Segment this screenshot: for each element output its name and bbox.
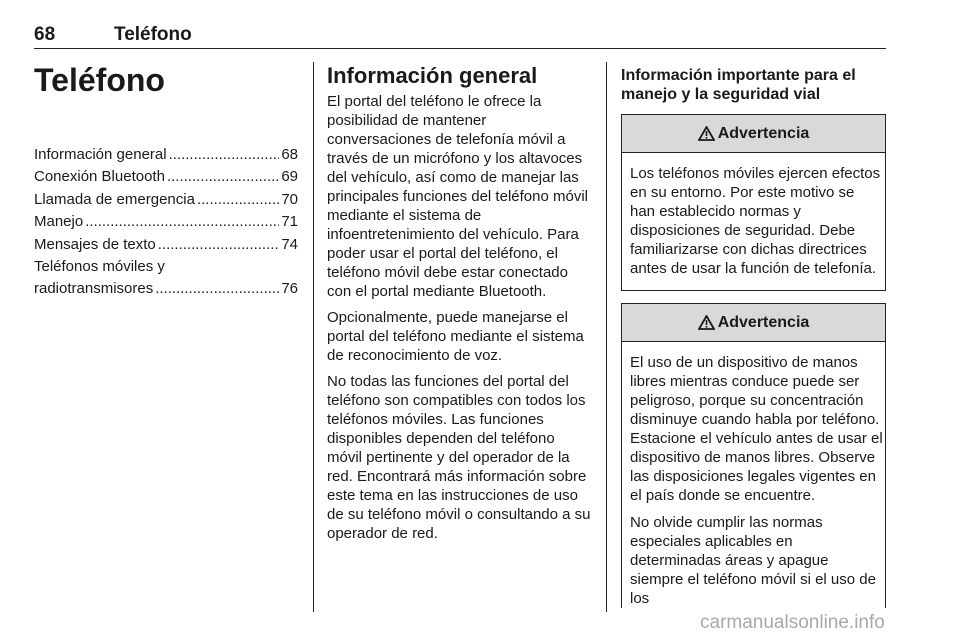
middle-column	[327, 62, 593, 550]
warning-box	[621, 303, 886, 608]
toc-leader	[167, 166, 279, 188]
right-column	[621, 62, 886, 620]
page-number: 68	[34, 24, 56, 45]
paragraph: No todas las funciones del portal del teléfono son compatibles con todos los teléfonos móviles. Las funciones disponibles dependen del teléfono móvil pertinente y del operador de la red. Encontrará más información sobre este tema en las instrucciones de uso de su teléfono móvil o consultando a su operador de red.	[327, 373, 591, 542]
warning-icon	[698, 126, 715, 141]
table-of-contents	[34, 144, 298, 301]
toc-leader	[85, 211, 279, 233]
toc-item[interactable]: Manejo ..... 71	[34, 211, 298, 233]
left-column	[34, 62, 298, 301]
toc-leader	[155, 278, 279, 300]
chapter-title: Teléfono	[34, 62, 165, 98]
paragraph: Opcionalmente, puede manejarse el portal del teléfono mediante el sistema de reconocimiento de voz.	[327, 309, 584, 364]
warning-text: Los teléfonos móviles ejercen efectos en su entorno. Por este motivo se han establecido normas y disposiciones de seguridad. Debe familiarizarse con dichas directrices antes de usar la función de telefonía.	[630, 165, 881, 277]
warning-box	[621, 114, 886, 291]
warning-header	[622, 304, 885, 342]
toc-item[interactable]: Mensajes de texto ..... 74	[34, 234, 298, 256]
toc-item[interactable]: Teléfonos móviles y radiotransmisores ..... 76	[34, 256, 298, 301]
watermark[interactable]: carmanualsonline.info	[700, 612, 885, 633]
warning-text: No olvide cumplir las normas especiales aplicables en determinadas áreas y apague siempre el teléfono móvil si el uso de los	[630, 514, 876, 607]
paragraph: El portal del teléfono le ofrece la posibilidad de mantener conversaciones de telefonía móvil a través de un micrófono y los altavoces del vehículo, así como de manejar las principales funciones del teléfono móvil mediante el sistema de infoentretenimiento del vehículo. Para poder usar el portal del teléfono, el teléfono móvil debe estar conectado con el portal mediante Bluetooth.	[327, 93, 588, 300]
subsection-heading: Información importante para el manejo y la seguridad vial	[621, 67, 856, 103]
toc-item[interactable]: Llamada de emergencia ..... 70	[34, 189, 298, 211]
toc-leader	[169, 144, 280, 166]
running-title: Teléfono	[114, 24, 192, 45]
section-heading: Información general	[327, 63, 538, 88]
warning-title: Advertencia	[717, 313, 810, 331]
column-divider	[606, 62, 607, 612]
toc-leader	[158, 234, 280, 256]
toc-leader	[197, 189, 279, 211]
page-header	[34, 20, 886, 49]
toc-item[interactable]: Conexión Bluetooth ..... 69	[34, 166, 298, 188]
column-divider	[313, 62, 314, 612]
warning-title: Advertencia	[717, 124, 810, 142]
warning-header	[622, 115, 885, 153]
warning-text: El uso de un dispositivo de manos libres mientras conduce puede ser peligroso, porque su concentración disminuye cuando habla por teléfono. Estacione el vehículo antes de usar el dispositivo de manos libres. Observe las disposiciones legales vigentes en el país donde se encuentre.	[630, 354, 883, 504]
toc-item[interactable]: Información general ..... 68	[34, 144, 298, 166]
warning-icon	[698, 315, 715, 330]
